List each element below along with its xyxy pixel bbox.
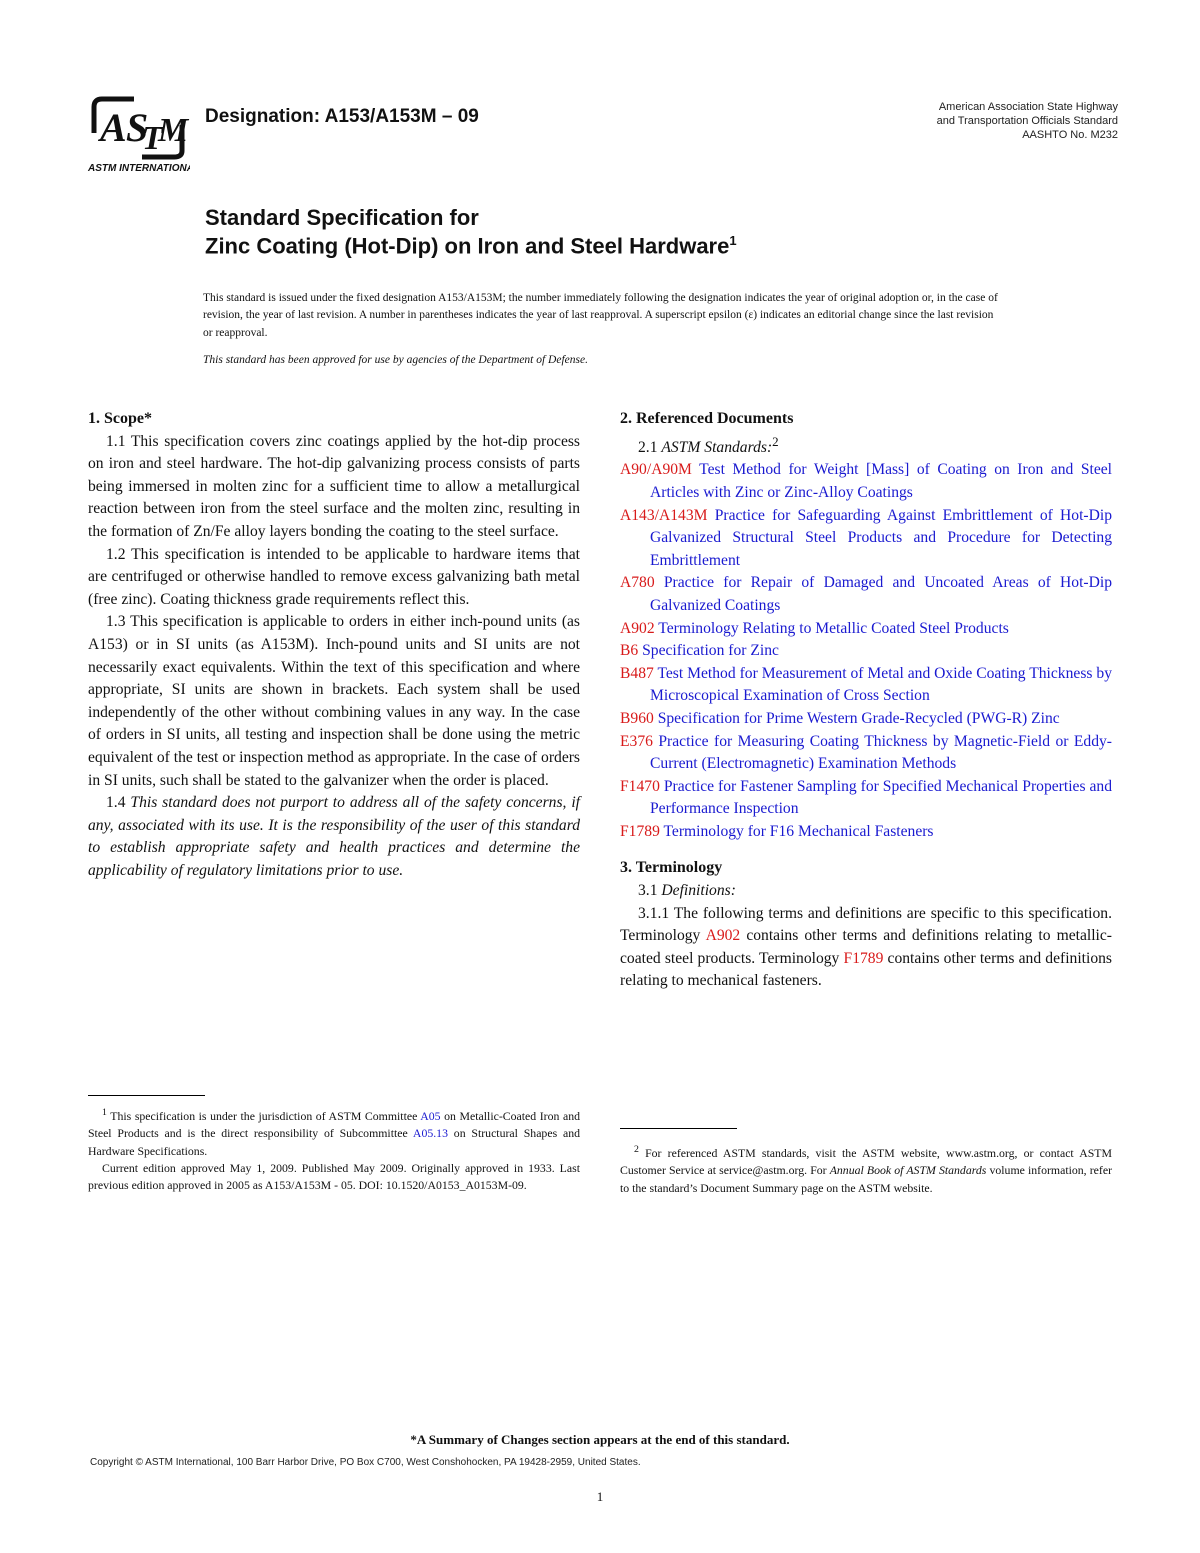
ref-item[interactable] [620,708,1112,731]
text-run: For referenced ASTM standards, visit the ASTM website, www.astm.org, or contact ASTM Customer Service at service@astm.org. For [620,1145,1112,1178]
ref-item[interactable] [620,572,1112,617]
footnote-mark: 2 [634,1144,639,1155]
ref-item[interactable] [620,618,1112,641]
text-run: on Metallic-Coated Iron and Steel Products and is the direct responsibility of Subcommittee [88,1108,580,1141]
ref-link-a902[interactable]: A902 [705,927,741,945]
issue-note-text: This standard is issued under the fixed designation A153/A153M; the number immediately following the designation indicates the year of original adoption or, in the case of revision, the year of last revision. A number in parentheses indicates the year of last reapproval. A superscript epsilon (ε) indicates an editorial change since the last revision or reapproval. [203,292,998,339]
ref-code[interactable]: A143/A143M [620,506,708,524]
footnote-1-text [88,1104,580,1160]
safety-statement: This standard does not purport to address all of the safety concerns, if any, associated with its use. It is the responsibility of the user of this standard to establish appropriate safety and health practices and determine the applicability of regulatory limitations prior to use. [88,794,580,879]
ref-item[interactable] [620,663,1112,708]
svg-text:T: T [142,120,163,157]
text-run: volume information, refer to the standard’s Document Summary page on the ASTM website. [620,1163,1113,1195]
ref-code[interactable]: A90/A90M [620,461,692,479]
ref-title[interactable]: Practice for Measuring Coating Thickness by Magnetic-Field or Eddy-Current (Electromagnetic) Examination Methods [650,732,1112,773]
section-number: 2.1 [638,438,658,456]
title-line-2 [205,233,737,259]
aashto-line: AASHTO No. M232 [1022,129,1118,141]
paragraph-1-4 [88,792,580,882]
ref-code[interactable]: B960 [620,709,654,727]
ref-title[interactable]: Test Method for Measurement of Metal and Oxide Coating Thickness by Microscopical Examination of Cross Section [650,664,1112,705]
footnote-mark: 1 [102,1107,107,1118]
footnote-1 [88,1104,580,1194]
text-run: This specification is under the jurisdiction of ASTM Committee [110,1108,418,1123]
ref-title[interactable]: Practice for Repair of Damaged and Uncoated Areas of Hot-Dip Galvanized Coatings [650,574,1112,614]
ref-link-f1789[interactable]: F1789 [843,949,884,967]
ref-item[interactable] [620,776,1112,821]
text-run: on Structural Shapes and Hardware Specifications. [88,1126,580,1158]
ref-item[interactable] [620,821,1112,844]
paragraph-number: 1.4 [106,794,126,812]
designation: Designation: A153/A153M – 09 [205,106,479,127]
ref-code[interactable]: E376 [620,732,653,750]
ref-code[interactable]: F1470 [620,777,660,795]
aashto-block [937,100,1118,142]
dod-note: This standard has been approved for use by agencies of the Department of Defense. [203,354,588,366]
terminology-heading: 3. Terminology [620,859,723,877]
astm-logo-icon [86,95,190,175]
ref-item[interactable] [620,731,1112,776]
ref-code[interactable]: B487 [620,664,654,682]
footnote-2-text [620,1141,1112,1197]
issue-note [203,290,1003,342]
left-column [88,408,580,882]
paragraph-1-1: 1.1 This specification covers zinc coatings applied by the hot-dip process on iron and steel hardware. The hot-dip galvanizing process consists of parts being immersed in molten zinc for a sufficient time to allow a metallurgical reaction between iron from the steel surface and the molten zinc, resulting in the formation of Zn/Fe alloy layers bonding the coating to the steel surface. [88,432,580,540]
referenced-heading: 2. Referenced Documents [620,410,794,427]
footnote-mark: 2 [772,433,779,449]
ref-title[interactable]: Terminology for F16 Mechanical Fasteners [663,822,934,840]
ref-item[interactable] [620,640,1112,663]
footnote-rule [620,1128,737,1129]
text-run: contains other terms and definitions relating to metallic-coated steel products. Terminology [620,927,1112,967]
ref-title[interactable]: Practice for Safeguarding Against Embrittlement of Hot-Dip Galvanized Structural Steel Products and Procedure for Detecting Embrittlement [650,506,1112,569]
definitions-label [620,880,1112,903]
paragraph-3-1-1 [620,903,1112,993]
paragraph-1-2: 1.2 This specification is intended to be applicable to hardware items that are centrifuged or otherwise handled to remove excess galvanizing bath metal (free zinc). Coating thickness grade requirements reflect this. [88,545,580,608]
copyright: Copyright © ASTM International, 100 Barr Harbor Drive, PO Box C700, West Conshohocken, PA 19428-2959, United States. [90,1457,641,1468]
right-column [620,408,1112,993]
committee-link[interactable]: A05 [420,1108,441,1123]
svg-text:S: S [126,105,149,150]
aashto-line: and Transportation Officials Standard [936,115,1118,127]
svg-text:M: M [158,112,189,149]
title-line-1: Standard Specification for [205,205,479,230]
section-number: 3.1 [638,882,658,900]
ref-title[interactable]: Specification for Zinc [642,642,779,660]
ref-title[interactable]: Test Method for Weight [Mass] of Coating on Iron and Steel Articles with Zinc or Zinc-Alloy Coatings [650,461,1112,501]
text-run: 3.1.1 The following terms and definitions are specific to this specification. Terminology [620,904,1112,945]
footnote-2 [620,1141,1112,1197]
scope-heading: 1. Scope* [88,410,152,427]
footnote-1-edition: Current edition approved May 1, 2009. Published May 2009. Originally approved in 1933. Last previous edition approved in 2005 as A153/A153M - 05. DOI: 10.1520/A0153_A0153M-09. [88,1160,580,1193]
astm-standards-label [620,431,1112,460]
ref-code[interactable]: A902 [620,619,655,637]
ref-title[interactable]: Practice for Fastener Sampling for Specified Mechanical Properties and Performance Inspection [650,777,1112,818]
text-run: contains other terms and definitions relating to mechanical fasteners. [620,949,1112,990]
ref-code[interactable]: A780 [620,574,655,592]
page-number: 1 [596,1489,604,1504]
paragraph-1-3: 1.3 This specification is applicable to orders in either inch-pound units (as A153) or in SI units (as A153M). Inch-pound units and SI units are not necessarily exact equivalents. Within the text of this specification and where appropriate, SI units are shown in brackets. Each system shall be used independently of the other without combining values in any way. In the case of orders in SI units, all testing and inspection shall be done using the metric equivalent of the test or inspection method as appropriate. In the case of orders in SI units, such shall be stated to the galvanizer when the order is placed. [88,613,580,789]
svg-text:ASTM INTERNATIONAL: ASTM INTERNATIONAL [88,163,190,174]
section-label: Definitions: [661,882,736,900]
section-label: ASTM Standards: [661,438,773,456]
footnote-rule [88,1095,205,1096]
book-title: Annual Book of ASTM Standards [829,1163,987,1178]
title-footnote-mark: 1 [729,233,737,248]
ref-item[interactable] [620,505,1112,573]
ref-title[interactable]: Specification for Prime Western Grade-Recycled (PWG-R) Zinc [657,709,1060,727]
summary-note: *A Summary of Changes section appears at the end of this standard. [410,1432,790,1447]
astm-logo [86,95,190,175]
ref-code[interactable]: F1789 [620,822,660,840]
subcommittee-link[interactable]: A05.13 [412,1126,448,1141]
aashto-line: American Association State Highway [938,101,1118,113]
svg-text:A: A [100,105,127,150]
ref-item[interactable] [620,459,1112,504]
title-text: Zinc Coating (Hot-Dip) on Iron and Steel Hardware [205,233,730,259]
ref-code[interactable]: B6 [620,642,639,660]
ref-title[interactable]: Terminology Relating to Metallic Coated Steel Products [658,619,1009,637]
